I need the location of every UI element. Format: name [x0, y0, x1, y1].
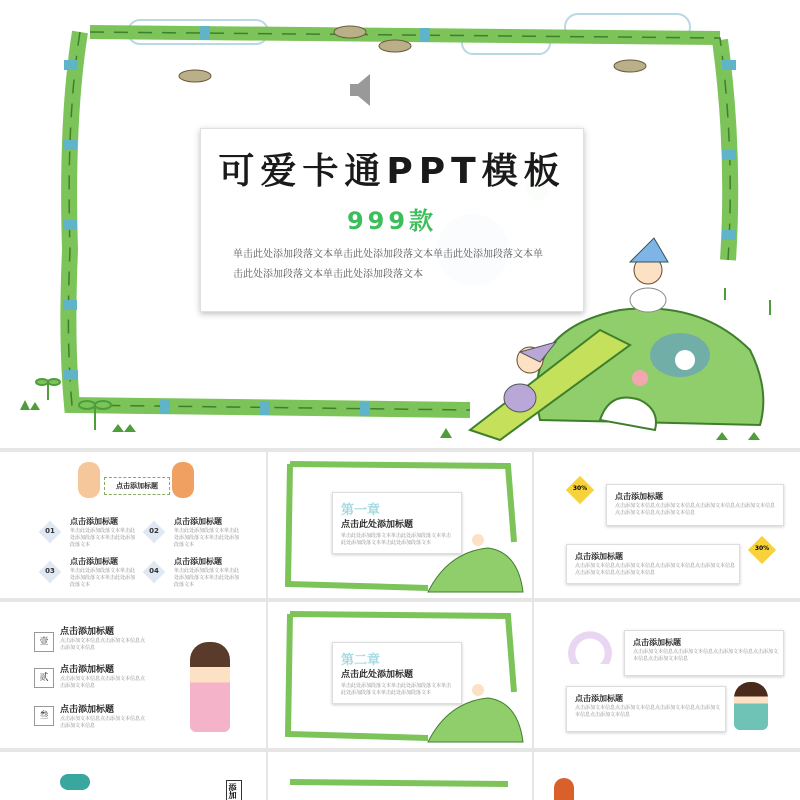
kids-illustration: [78, 462, 100, 498]
item-text: 点击添加文本信息点击添加文本信息点击添加文本信息: [60, 638, 146, 651]
girl-illustration: [190, 642, 230, 732]
hero-body-text: 单击此处添加段落文本单击此处添加段落文本单击此处添加段落文本单击此处添加段落文本单击此处添加段落文本: [233, 249, 543, 280]
thumb-slide-9[interactable]: [534, 752, 800, 800]
cloud-icon: [60, 774, 90, 790]
chapter-label: 第二章: [341, 653, 381, 668]
thumb-slide-2[interactable]: [268, 452, 532, 598]
item-number: 02: [149, 527, 159, 535]
thumb-slide-7[interactable]: [0, 752, 266, 800]
info-text: 点击添加文本信息点击添加文本信息点击添加文本信息点击添加文本信息点击添加文本信息点击添加文本信息: [615, 503, 776, 516]
info-card: [606, 484, 784, 526]
item-text: 单击此处添加段落文本单击此处添加段落文本单击此处添加段落文本: [70, 528, 136, 548]
thumb-slide-8[interactable]: [268, 752, 532, 800]
info-title: 点击添加标题: [575, 552, 623, 561]
item-number: 壹: [34, 632, 54, 652]
thumb-slide-1[interactable]: [0, 452, 266, 598]
girl-illustration: [554, 778, 574, 800]
badge-label: 30%: [572, 485, 588, 492]
info-text: 点击添加文本信息点击添加文本信息点击添加文本信息点击添加文本信息点击添加文本信息: [633, 649, 779, 662]
item-number: 03: [45, 567, 55, 575]
info-card: [566, 544, 740, 584]
thumb-slide-4[interactable]: [0, 602, 266, 748]
thumb-slide-5[interactable]: [268, 602, 532, 748]
info-text: 点击添加文本信息点击添加文本信息点击添加文本信息点击添加文本信息点击添加文本信息点击添加文本信息: [575, 563, 736, 576]
info-card: [566, 686, 726, 732]
item-text: 单击此处添加段落文本单击此处添加段落文本单击此处添加段落文本: [174, 528, 240, 548]
kids-illustration: [172, 462, 194, 498]
item-number: 04: [149, 567, 159, 575]
item-title: 点击添加标题: [70, 517, 118, 526]
page-title: 可爱卡通PPT模板: [218, 151, 566, 192]
item-title: 点击添加标题: [60, 665, 115, 675]
item-text: 单击此处添加段落文本单击此处添加段落文本单击此处添加段落文本: [174, 568, 240, 588]
item-title: 点击添加标题: [70, 557, 118, 566]
item-number: 01: [45, 527, 55, 535]
banner: [104, 477, 170, 495]
item-title: 点击添加标题: [60, 627, 115, 637]
chapter-text: 单击此处添加段落文本单击此处添加段落文本单击此处添加段落文本单击此处添加段落文本: [341, 683, 452, 696]
thumb-slide-3[interactable]: [534, 452, 800, 598]
speaker-icon: [350, 74, 370, 106]
frame-decoration: [268, 752, 532, 800]
info-title: 点击添加标题: [575, 694, 623, 703]
banner-label: 点击添加标题: [116, 482, 158, 490]
page-subtitle: 999款: [346, 207, 438, 235]
info-text: 点击添加文本信息点击添加文本信息点击添加文本信息点击添加文本信息点击添加文本信息: [575, 705, 721, 718]
info-card: [624, 630, 784, 676]
item-title: 点击添加标题: [174, 517, 222, 526]
badge-label: 30%: [754, 545, 770, 552]
info-title: 点击添加标题: [633, 638, 681, 647]
vertical-label: 添加: [228, 783, 237, 799]
info-title: 点击添加标题: [615, 492, 663, 501]
girl-illustration: [734, 682, 768, 730]
chapter-card: [332, 642, 462, 704]
thumb-slide-6[interactable]: [534, 602, 800, 748]
item-text: 点击添加文本信息点击添加文本信息点击添加文本信息: [60, 676, 146, 689]
chapter-title: 点击此处添加标题: [341, 520, 414, 530]
vertical-label-box: [226, 780, 242, 800]
item-title: 点击添加标题: [60, 705, 115, 715]
chapter-card: [332, 492, 462, 554]
chapter-text: 单击此处添加段落文本单击此处添加段落文本单击此处添加段落文本单击此处添加段落文本: [341, 533, 452, 546]
unicorn-illustration: [564, 628, 616, 664]
title-card: [200, 128, 584, 312]
item-text: 单击此处添加段落文本单击此处添加段落文本单击此处添加段落文本: [70, 568, 136, 588]
chapter-label: 第一章: [341, 503, 381, 518]
elephant-slide-illustration: [470, 308, 763, 440]
item-text: 点击添加文本信息点击添加文本信息点击添加文本信息: [60, 716, 146, 729]
item-number: 叁: [34, 706, 54, 726]
item-title: 点击添加标题: [174, 557, 222, 566]
chapter-title: 点击此处添加标题: [341, 670, 414, 680]
item-number: 贰: [34, 668, 54, 688]
